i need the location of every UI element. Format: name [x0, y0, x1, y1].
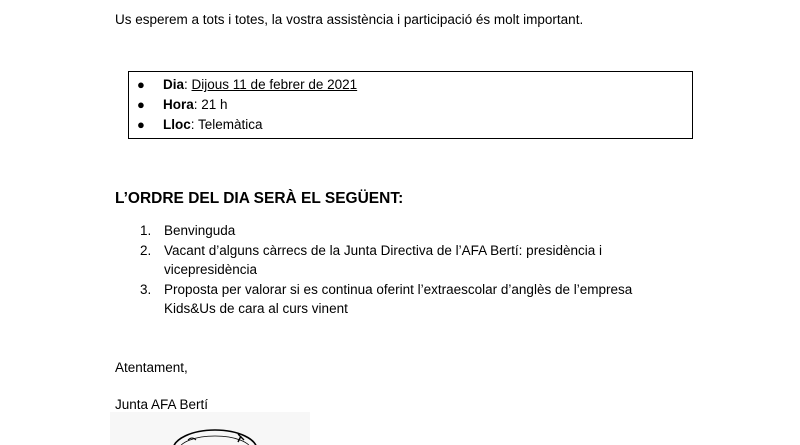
lloc-separator: : [190, 117, 199, 132]
agenda-item-number: 3. [140, 282, 152, 297]
agenda-item-number: 1. [140, 223, 152, 238]
agenda-item-text: Vacant d’alguns càrrecs de la Junta Directiva de l’AFA Bertí: presidència i [164, 243, 602, 258]
hora-value: 21 h [201, 97, 228, 112]
dia-value: Dijous 11 de febrer de 2021 [191, 77, 358, 92]
agenda-item-text: vicepresidència [164, 262, 258, 277]
hora-label: Hora [163, 97, 194, 112]
agenda-item-text: Proposta per valorar si es continua oferint l’extraescolar d’anglès de l’empresa [164, 282, 633, 297]
bullet-icon: ● [137, 97, 145, 112]
dia-separator: : [184, 77, 192, 92]
agenda-heading: L’ORDRE DEL DIA SERÀ EL SEGÜENT: [115, 190, 404, 207]
agenda-item-text: Benvinguda [164, 223, 236, 238]
signature-name: Junta AFA Bertí [115, 397, 209, 412]
agenda-item-text: Kids&Us de cara al curs vinent [164, 301, 348, 316]
bullet-icon: ● [137, 117, 145, 132]
stamp-icon [110, 412, 310, 445]
dia-label: Dia [163, 77, 185, 92]
stamp-image [110, 412, 310, 445]
agenda-item-number: 2. [140, 243, 152, 258]
bullet-icon: ● [137, 77, 145, 92]
intro-paragraph: Us esperem a tots i totes, la vostra assistència i participació és molt important. [115, 12, 584, 27]
closing-text: Atentament, [115, 360, 188, 375]
lloc-value: Telemàtica [198, 117, 263, 132]
hora-separator: : [193, 97, 202, 112]
lloc-label: Lloc [163, 117, 191, 132]
meeting-info-box [128, 71, 693, 139]
